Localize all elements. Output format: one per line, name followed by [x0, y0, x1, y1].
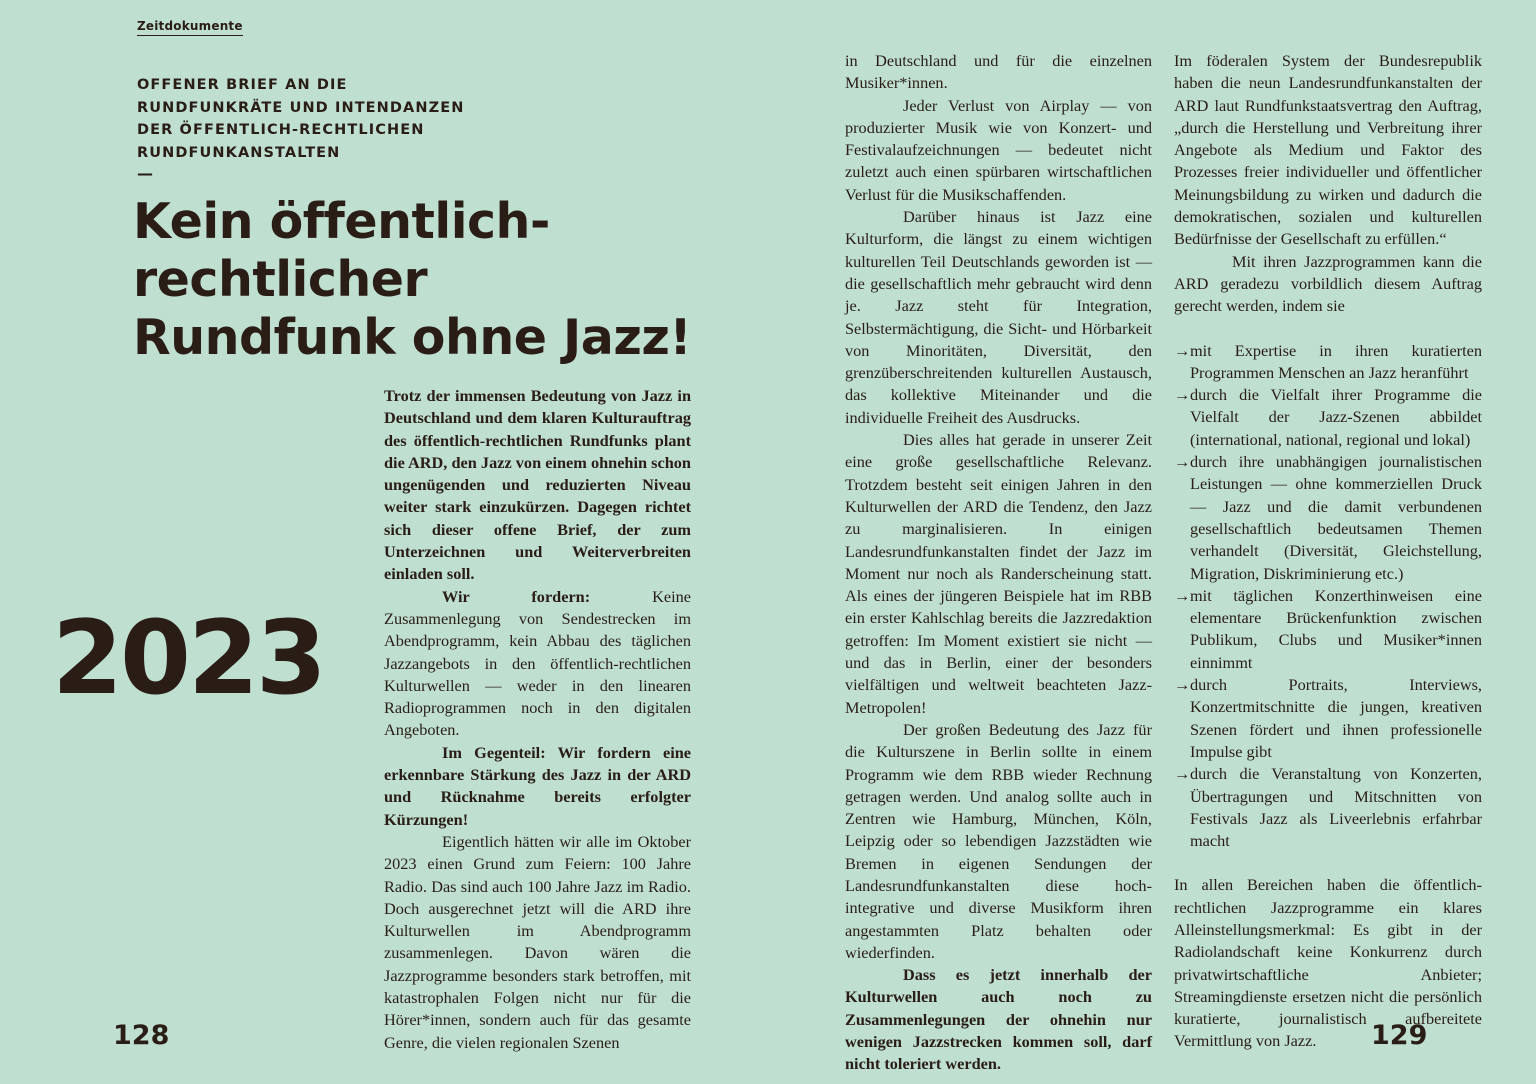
kicker-line: RUNDFUNKRÄTE UND INTENDANZEN — [137, 99, 465, 116]
paragraph: In allen Bereichen haben die öffentlich-rechtlichen Jazzprogramme ein klares Alleinstellungsmerkmal: Es gibt in der Radiolandschaft keine Konkurrenz durch privatwirtschaftliche Anbieter; Streamingdienste ersetzen nicht die persönlich kuratierte, journalistisch aufbereitete Vermittlung von Jazz. — [1174, 875, 1482, 1051]
section-label: Zeitdokumente — [137, 19, 243, 36]
kicker-line: OFFENER BRIEF AN DIE — [137, 77, 348, 93]
paragraph: Jeder Verlust von Airplay — von produzierter Musik wie von Konzert- und Festivalaufzeichnungen — bedeutet nicht zuletzt auch einen spürbaren wirtschaftlichen Verlust für die Musikschaffenden. — [845, 95, 1152, 204]
paragraph: Eigentlich hätten wir alle im Oktober 2023 einen Grund zum Feiern: 100 Jahre Radio. Das sind auch 100 Jahre Jazz im Radio. Doch ausgerechnet jetzt will die ARD ihre Kulturwellen im Abendprogramm zusammenlegen. Davon wären die Jazzprogramme besonders stark betroffen, mit katastrophalen Folgen nicht nur für die Hörer*innen, sondern auch für das gesamte Genre, die vielen regionalen Szenen — [384, 831, 691, 1052]
kicker-dash: — — [137, 164, 153, 183]
kicker-line: RUNDFUNKANSTALTEN — [137, 144, 341, 161]
paragraph: Dies alles hat gerade in unserer Zeit eine große gesellschaftliche Relevanz. Trotzdem besteht seit einigen Jahren in den Kulturwellen der ARD die Tendenz, den Jazz zu marginalisieren. In einigen Landesrundfunkanstalten findet der Jazz im Moment nur noch als Randerscheinung statt. Als eines der jüngeren Beispiele hat im RBB ein erster Kahlschlag bereits die Jazzredaktion getroffen: Im Moment existiert sie nicht — und das in Berlin, einer der besonders vielfältigen und weltweit beachteten Jazz-Metropolen! — [845, 430, 1152, 717]
year-number: 2023 — [52, 599, 324, 718]
list-item: → durch die Veranstaltung von Konzerten, Übertragungen und Mitschnitten von Festivals Jazz als Liveerlebnis erfahrbar macht — [1174, 764, 1482, 851]
paragraph-text: Keine Zusammenlegung von Sendestrecken im Abendprogramm, kein Abbau des täglichen Jazzangebots in den öffentlich-rechtlichen Kulturwellen — weder in den linearen Radioprogrammen noch in den digitalen Angeboten. — [384, 586, 691, 740]
paragraph-bold: Wir fordern: — [442, 586, 591, 606]
arrow-list — [1174, 340, 1482, 853]
list-item: → durch Portraits, Interviews, Konzertmitschnitte die jungen, kreativen Szenen fördert und ihnen professionelle Impulse gibt — [1174, 675, 1482, 761]
text-column-3 — [1174, 50, 1482, 1053]
text-column-2 — [845, 50, 1152, 1076]
text-column-1 — [384, 385, 691, 1054]
paragraph: Der großen Bedeutung des Jazz für die Kulturszene in Berlin sollte in einem Programm wie dem RBB wieder Rechnung getragen werden. Und analog sollte auch in Zentren wie Hamburg, München, Köln, Leipzig oder so lebendigen Jazzstädten wie Bremen in eigenen Sendungen der Landesrundfunkanstalten diese hoch-integrative und diverse Musikform ihren angestammten Platz behalten oder wiederfinden. — [845, 719, 1152, 962]
list-item: → mit Expertise in ihren kuratierten Programmen Menschen an Jazz heranführt — [1174, 340, 1482, 382]
arrow-icon: → — [1174, 385, 1191, 405]
paragraph: Im Gegenteil: Wir fordern eine erkennbare Stärkung des Jazz in der ARD und Rücknahme bereits erfolgter Kürzungen! — [384, 742, 691, 829]
paragraph: Mit ihren Jazzprogrammen kann die ARD geradezu vorbildlich diesem Auftrag gerecht werden, indem sie — [1174, 251, 1482, 316]
paragraph — [384, 586, 691, 742]
list-item: → durch ihre unabhängigen journalistischen Leistungen — ohne kommerziellen Druck — Jazz und die damit verbundenen gesellschaftlich bedeutsamen Themen verhandelt (Diversität, Gleichstellung, Migration, Diskriminierung etc.) — [1174, 452, 1482, 583]
paragraph: Darüber hinaus ist Jazz eine Kulturform, die längst zu einem wichtigen kulturellen Teil Deutschlands geworden ist — die gesellschaftlich mehr gebraucht wird denn je. Jazz steht für Integration, Selbstermächtigung, die Sicht- und Hörbarkeit von Minoritäten, Diversität, den grenzüberschreitenden kulturellen Austausch, das kollektive Miteinander und die individuelle Freiheit des Ausdrucks. — [845, 207, 1152, 427]
arrow-icon: → — [1174, 340, 1191, 360]
page-number-left: 128 — [113, 1020, 170, 1051]
arrow-icon: → — [1174, 585, 1191, 605]
list-item: → durch die Vielfalt ihrer Programme die Vielfalt der Jazz-Szenen abbildet (international, national, regional und lokal) — [1174, 385, 1482, 449]
lead-paragraph: Trotz der immensen Bedeutung von Jazz in Deutschland und dem klaren Kulturauftrag des öffentlich-rechtlichen Rundfunks plant die ARD, den Jazz von einem ohnehin schon ungenügenden und reduzierten Niveau weiter stark einzukürzen. Dagegen richtet sich dieser offene Brief, der zum Unterzeichnen und Weiterverbreiten einladen soll. — [384, 386, 691, 584]
arrow-icon: → — [1174, 764, 1191, 784]
arrow-icon: → — [1174, 675, 1191, 695]
kicker — [137, 74, 477, 164]
kicker-line: DER ÖFFENTLICH-RECHTLICHEN — [137, 122, 425, 138]
arrow-icon: → — [1174, 452, 1191, 472]
paragraph: in Deutschland und für die einzelnen Musiker*innen. — [845, 51, 1152, 93]
headline: Kein öffentlich-rechtlicher Rundfunk ohne Jazz! — [133, 193, 692, 366]
list-item: → mit täglichen Konzerthinweisen eine elementare Brückenfunktion zwischen Publikum, Clubs und Musiker*innen einnimmt — [1174, 585, 1482, 672]
page-number-right: 129 — [1371, 1020, 1428, 1051]
paragraph: Im föderalen System der Bundesrepublik haben die neun Landesrundfunkanstalten der ARD laut Rundfunkstaatsvertrag den Auftrag, „durch die Herstellung und Verbreitung ihrer Angebote als Medium und Faktor des Prozesses freier individueller und öffentlicher Meinungsbildung zu wirken und dadurch die demokratischen, sozialen und kulturellen Bedürfnisse der Gesellschaft zu erfüllen.“ — [1174, 51, 1482, 249]
paragraph: Dass es jetzt innerhalb der Kulturwellen auch noch zu Zusammenlegungen der ohnehin nur wenigen Jazzstrecken kommen soll, darf nicht toleriert werden. — [845, 965, 1152, 1074]
